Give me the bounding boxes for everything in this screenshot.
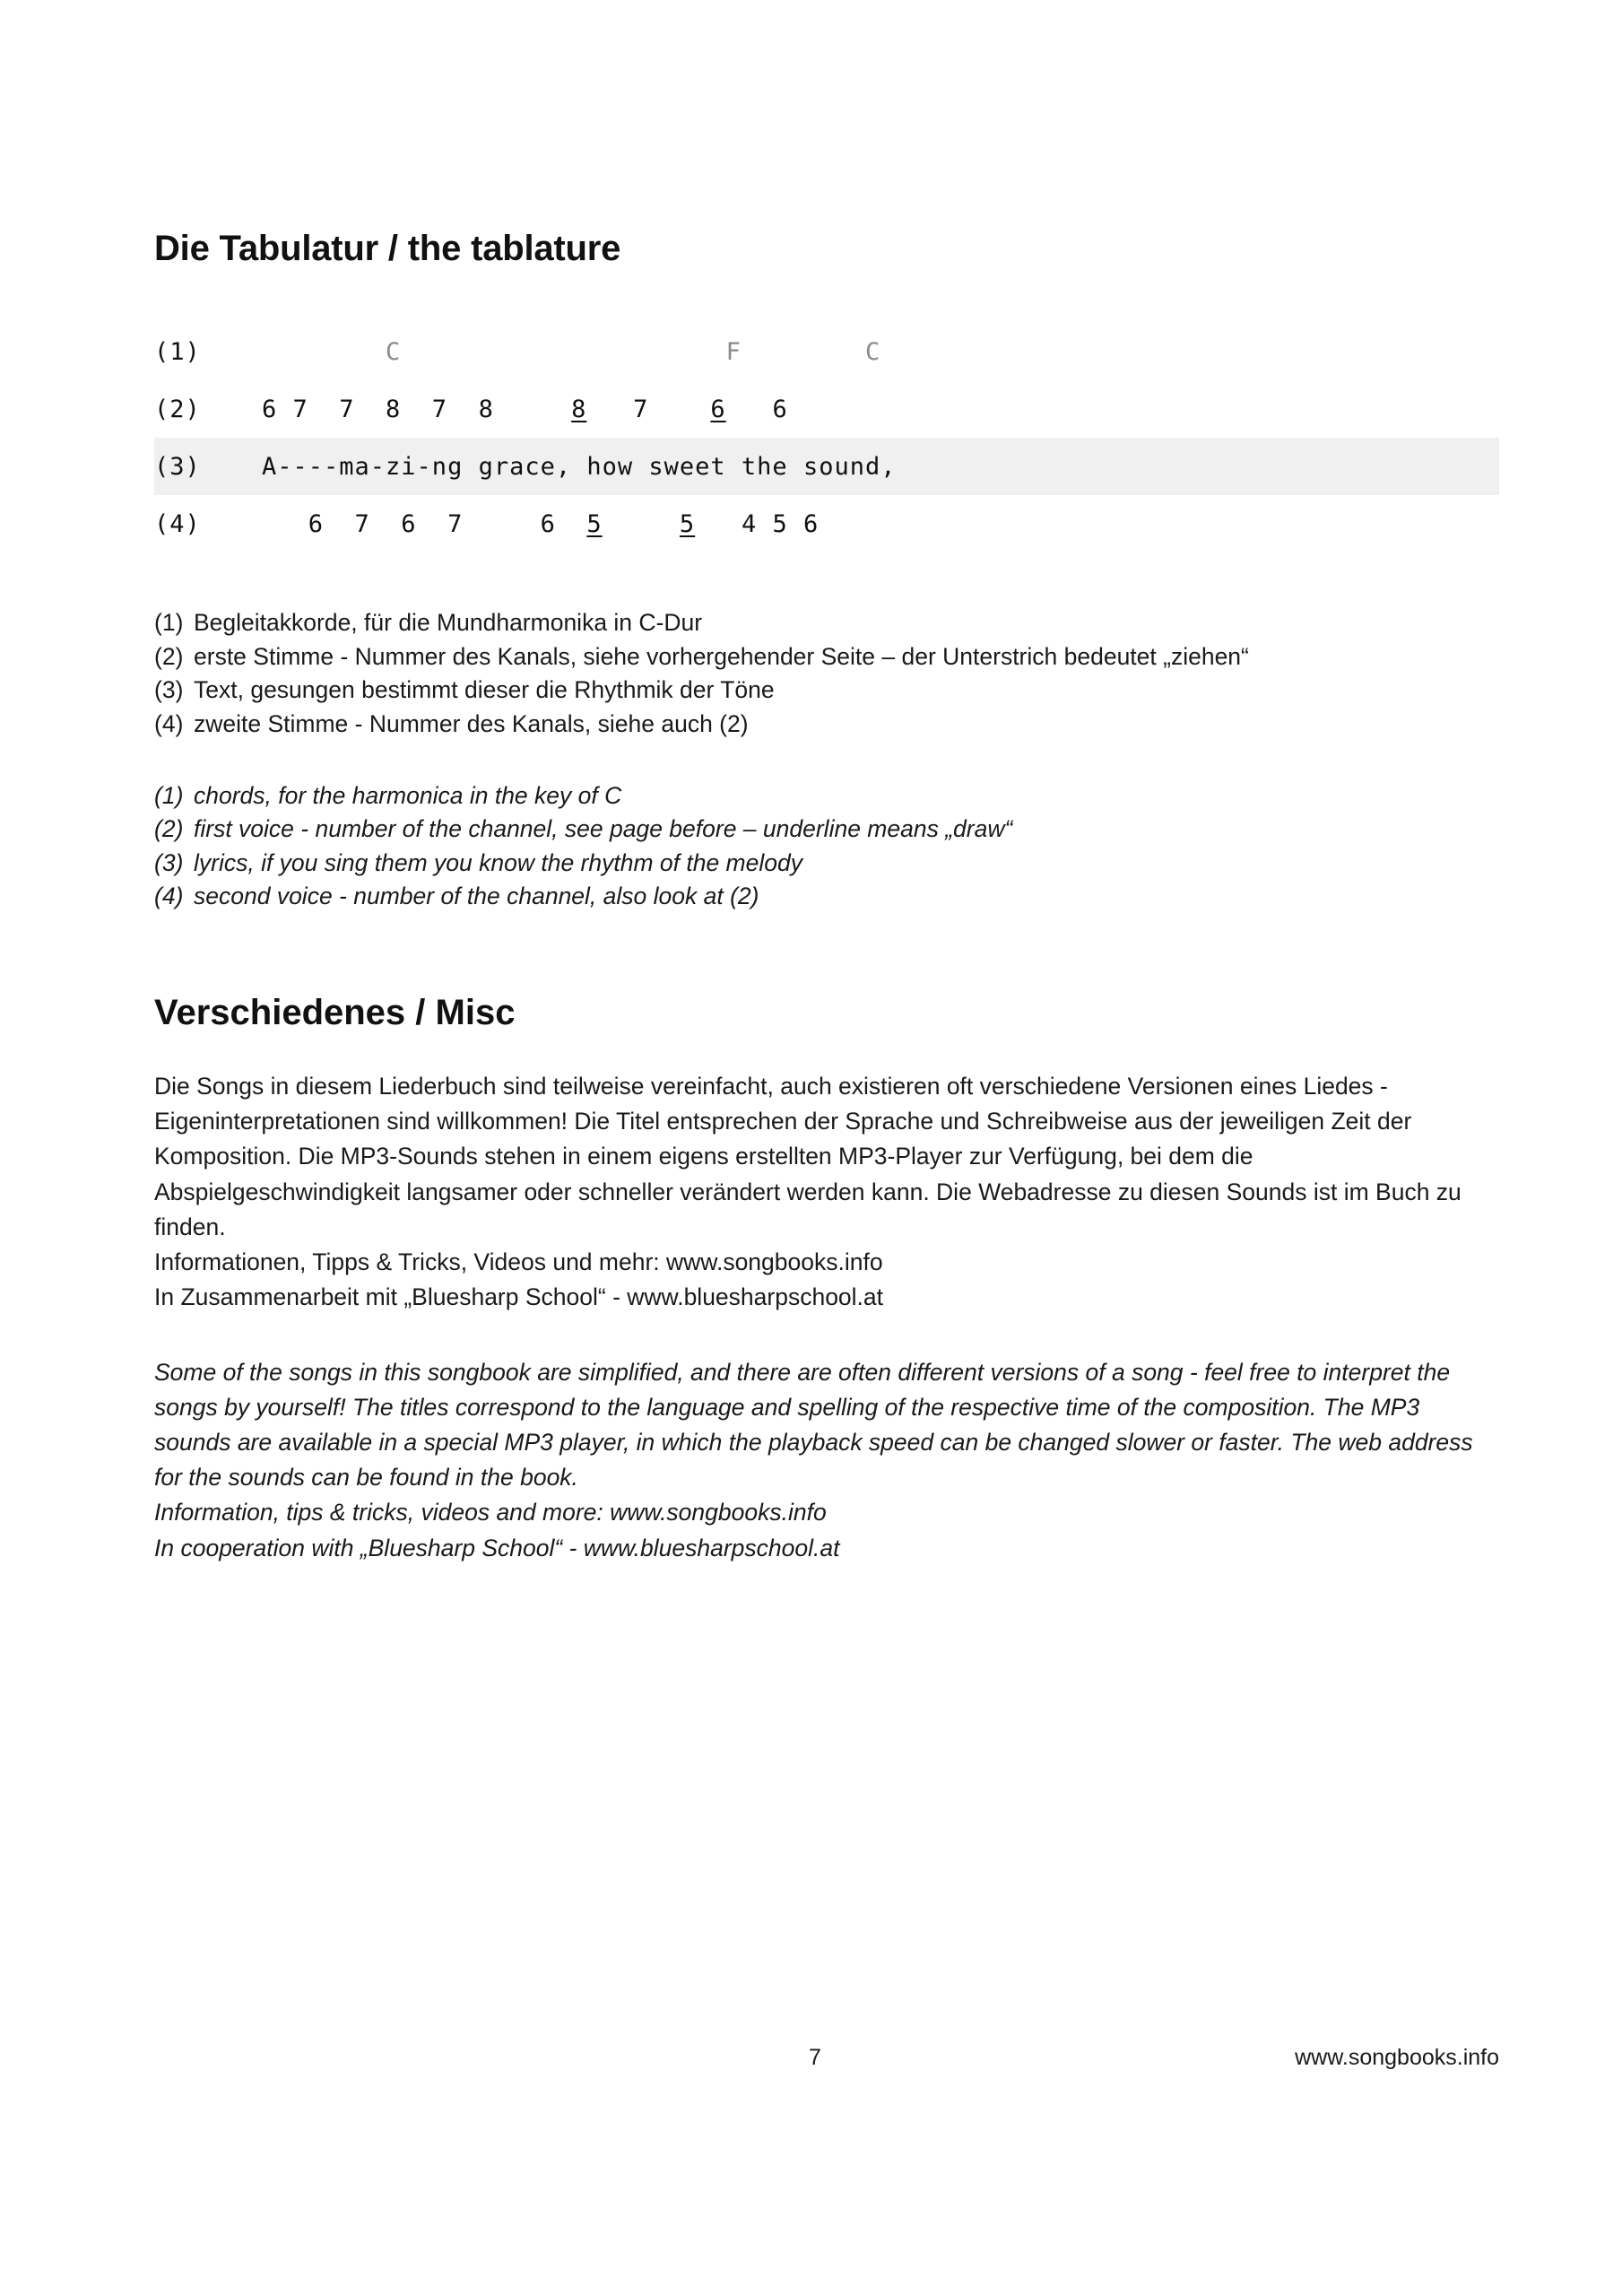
misc-section-title: Verschiedenes / Misc (154, 993, 516, 1032)
legend-number: (1) (154, 609, 184, 636)
tab-row-content: C F C (262, 337, 881, 366)
footer-website: www.songbooks.info (1295, 2045, 1499, 2070)
legend-text: lyrics, if you sing them you know the rhythm of the melody (194, 848, 802, 876)
list-item (154, 708, 1499, 742)
legend-text: Begleitakkorde, für die Mundharmonika in C-Dur (194, 609, 703, 636)
tab-row-content: 6 7 6 7 6 5 5 4 5 6 (262, 509, 820, 538)
list-item (154, 779, 1499, 813)
legend-number: (2) (154, 642, 184, 670)
list-item (154, 880, 1499, 914)
legend-text: zweite Stimme - Nummer des Kanals, siehe auch (2) (194, 709, 749, 737)
tab-row-label: (2) (154, 395, 201, 423)
misc-paragraph-english-line3: In cooperation with „Bluesharp School“ - www.bluesharpschool.at (154, 1534, 840, 1561)
legend-english (154, 779, 1499, 915)
legend-text: second voice - number of the channel, also look at (2) (194, 883, 759, 910)
tab-row-content: A----ma-zi-ng grace, how sweet the sound, (262, 452, 897, 481)
tab-row (154, 495, 1499, 552)
tab-row-content: 6 7 7 8 7 8 8 7 6 6 (262, 395, 788, 423)
list-item (154, 606, 1499, 640)
tab-row-label: (3) (154, 452, 201, 481)
legend-text: chords, for the harmonica in the key of C (194, 781, 622, 809)
legend-number: (1) (154, 781, 184, 809)
tab-row-label: (4) (154, 509, 201, 538)
tab-row (154, 380, 1499, 438)
misc-paragraph-german-body: Die Songs in diesem Liederbuch sind teilweise vereinfacht, auch existieren oft verschiedene Versionen eines Liedes - Eigeninterpretationen sind willkommen! Die Titel entsprechen der Sprache und Schreibweise aus der jeweiligen Zeit der Komposition. Die MP3-Sounds stehen in einem eigens erstellten MP3-Player zur Verfügung, bei dem die Abspielgeschwindigkeit langsamer oder schneller verändert werden kann. Die Webadresse zu diesen Sounds ist im Buch zu finden. (154, 1073, 1462, 1240)
list-item (154, 813, 1499, 847)
tab-row (154, 323, 1499, 380)
legend-text: Text, gesungen bestimmt dieser die Rhythmik der Töne (194, 676, 775, 704)
legend-german (154, 606, 1499, 742)
misc-paragraph-german-line3: In Zusammenarbeit mit „Bluesharp School“ - www.bluesharpschool.at (154, 1283, 884, 1311)
misc-paragraph-german-line2: Informationen, Tipps & Tricks, Videos und mehr: www.songbooks.info (154, 1248, 883, 1276)
tab-row-lyrics (154, 438, 1499, 495)
legend-number: (4) (154, 709, 184, 737)
page-title: Die Tabulatur / the tablature (154, 229, 621, 268)
legend-text: erste Stimme - Nummer des Kanals, siehe vorhergehender Seite – der Unterstrich bedeutet „ziehen“ (194, 642, 1249, 670)
page-number: 7 (809, 2045, 821, 2070)
page-content (154, 229, 1499, 1566)
legend-number: (2) (154, 815, 184, 843)
legend-number: (3) (154, 848, 184, 876)
legend-text: first voice - number of the channel, see page before – underline means „draw“ (194, 815, 1013, 843)
tab-row-label: (1) (154, 337, 201, 366)
list-item (154, 674, 1499, 708)
misc-paragraph-english-body: Some of the songs in this songbook are simplified, and there are often different versions of a song - feel free to interpret the songs by yourself! The titles correspond to the language and spelling of the respective time of the composition. The MP3 sounds are available in a special MP3 player, in which the playback speed can be changed slower or faster. The web address for the sounds can be found in the book. (154, 1358, 1473, 1492)
tablature-block (154, 323, 1499, 552)
misc-paragraph-english (154, 1355, 1499, 1566)
misc-paragraph-english-line2: Information, tips & tricks, videos and more: www.songbooks.info (154, 1499, 827, 1526)
legend-number: (3) (154, 676, 184, 704)
list-item (154, 640, 1499, 674)
list-item (154, 847, 1499, 881)
misc-paragraph-german (154, 1069, 1499, 1316)
legend-number: (4) (154, 883, 184, 910)
